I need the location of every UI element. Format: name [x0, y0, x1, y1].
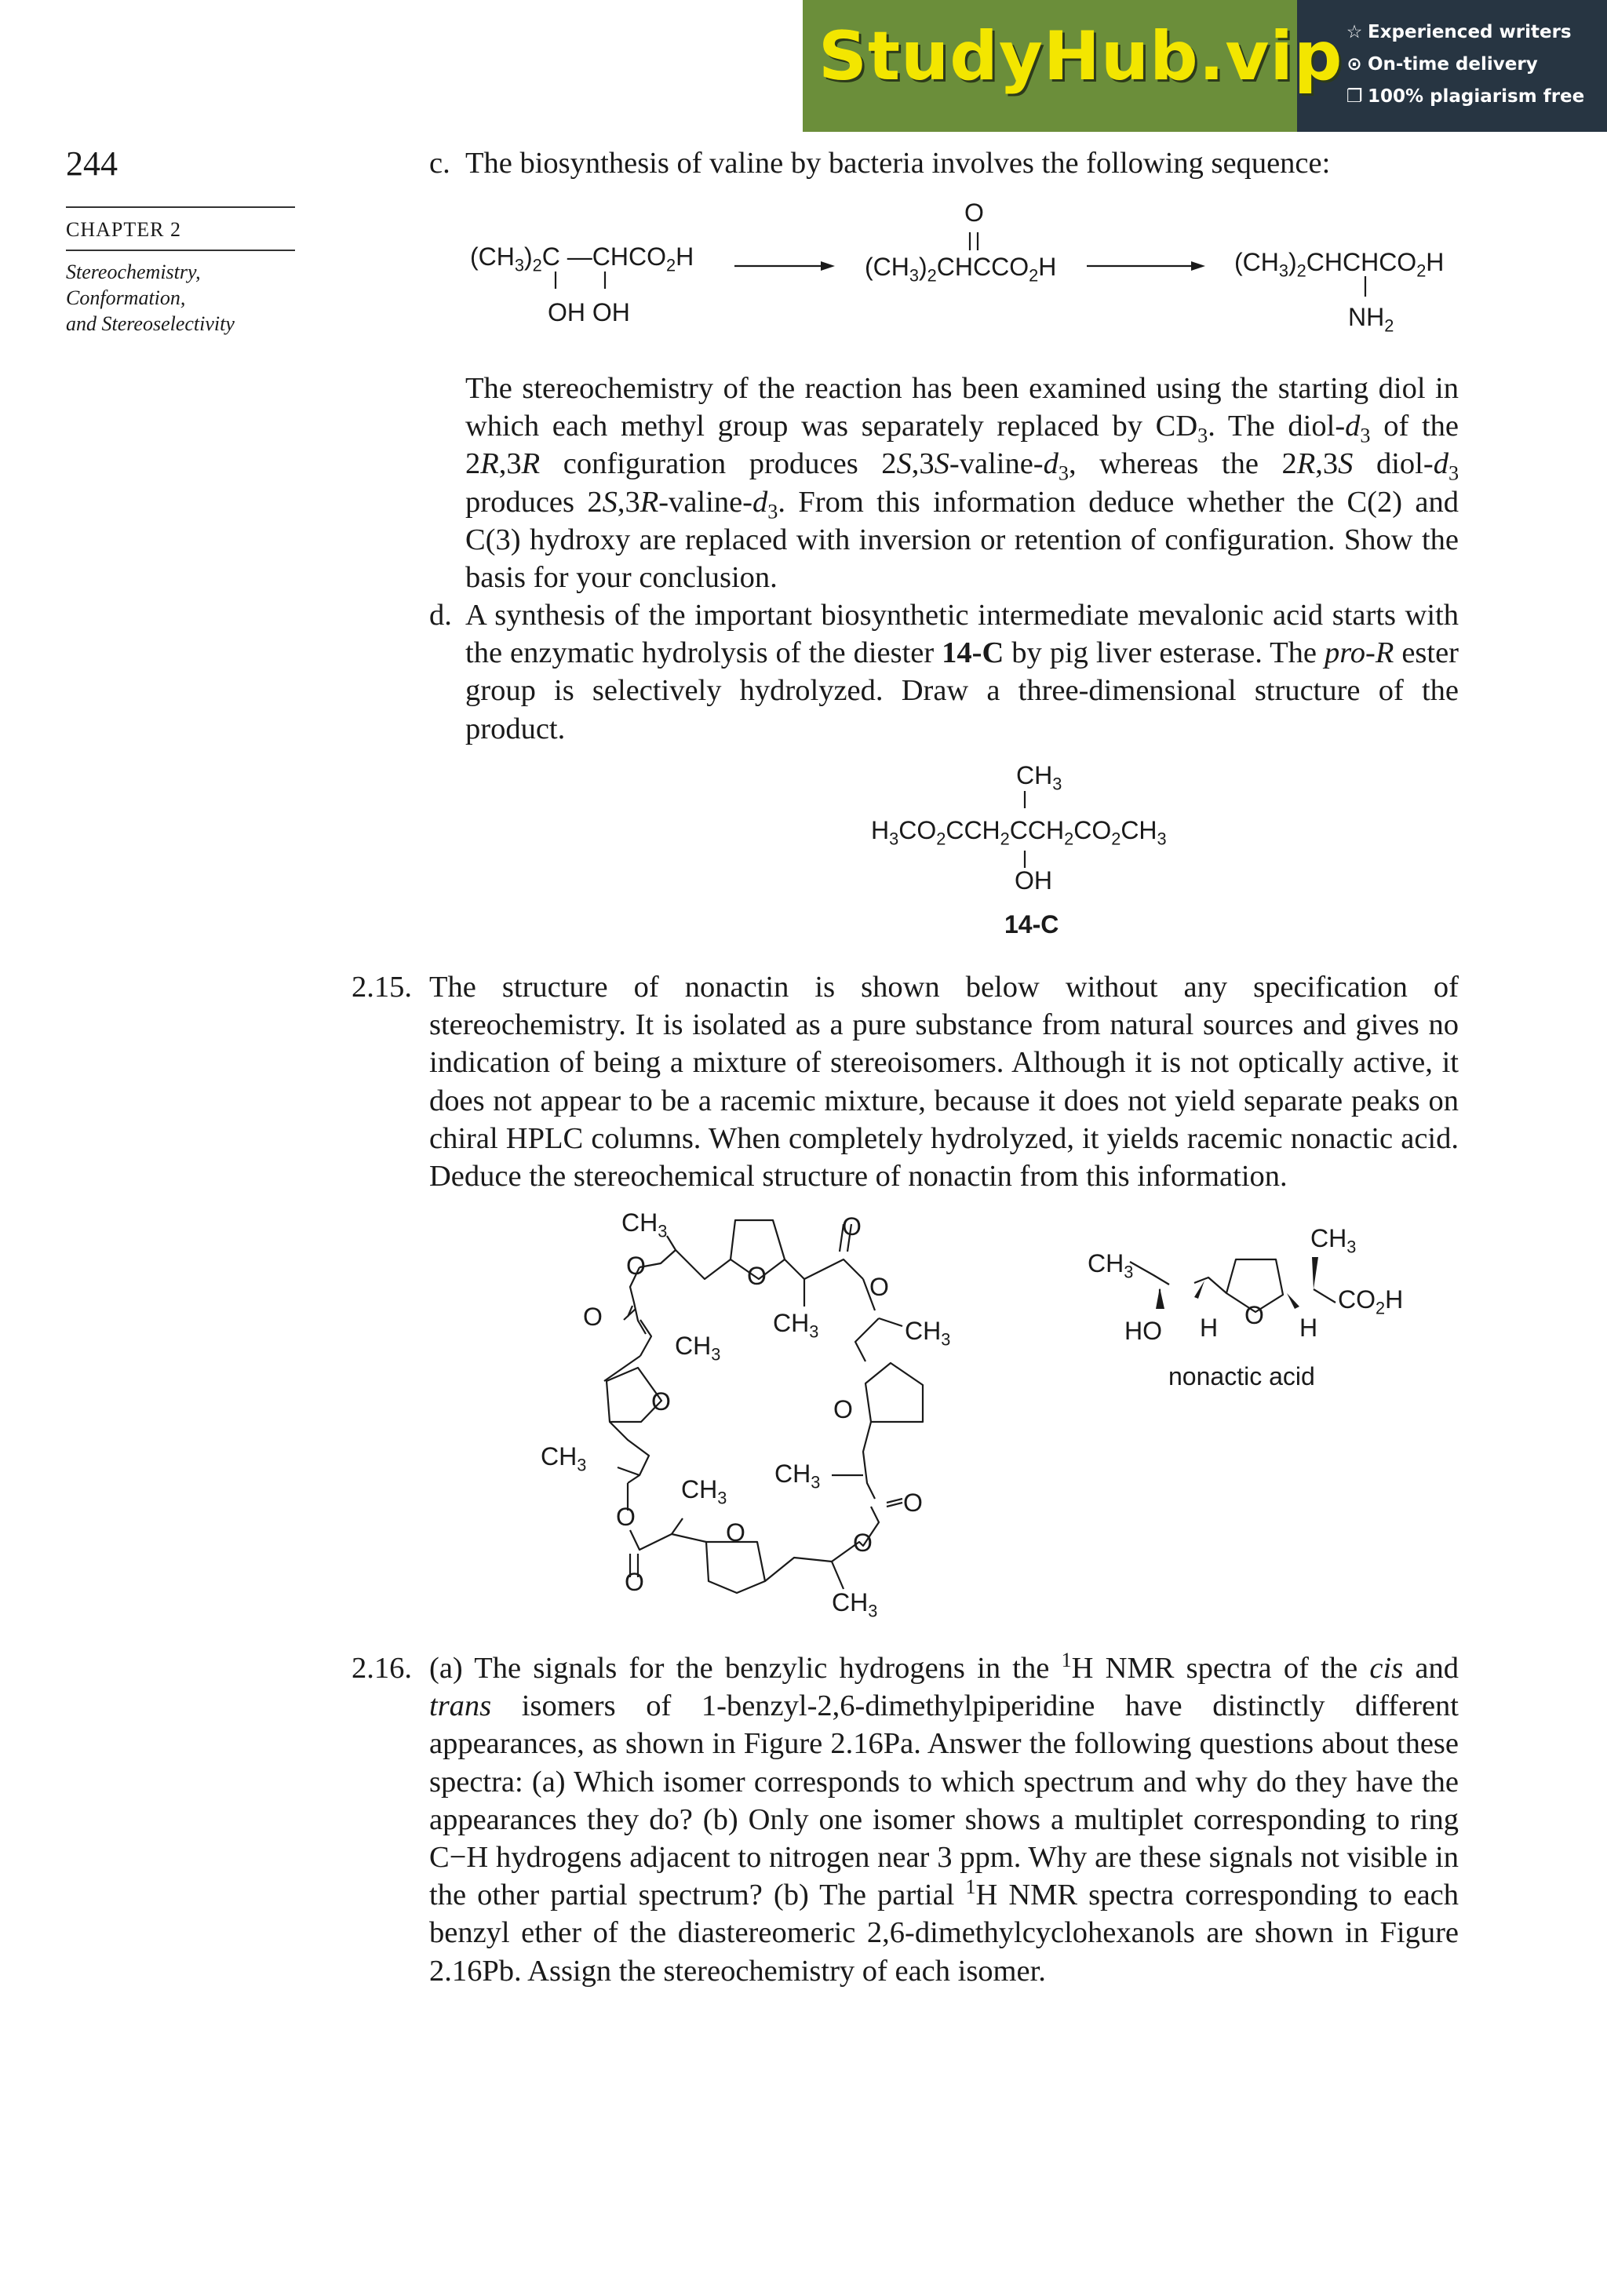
problem-c-label: c.: [429, 147, 450, 180]
problem-2-15-number: 2.15.: [352, 971, 412, 1004]
copy-icon: ❐: [1346, 86, 1363, 107]
chapter-label: CHAPTER 2: [66, 218, 181, 241]
clock-icon: ⊙: [1346, 54, 1362, 75]
chapter-subject: Stereochemistry, Conformation, and Stereoselectivity: [66, 261, 235, 335]
problem-d-text: A synthesis of the important biosynthetic intermediate mevalonic acid starts with the enzymatic hydrolysis of the diester 14-C by pig liver esterase. The pro-R ester group is selectively hydrolyzed. Draw a three-dimensional structure of the product.: [465, 599, 1459, 745]
feature-plagiarism-free: ❐ 100% plagiarism free: [1344, 86, 1584, 107]
problem-c-discussion: The stereochemistry of the reaction has been examined using the starting diol in which each methyl group was separately replaced by $CD_3$. The diol-$d_3$ of the 2R,3R configuration produces $2S,3S-valine-d_3$, whereas the 2R,3S diol-$d_3$ produces $2S,3R-valine-d_3$. From this information deduce whether the C(2) and C(3) hydroxy are replaced with inversion or retention of configuration. Show the basis for your conclusion.: [465, 372, 1459, 595]
feature-on-time-delivery: ⊙ On-time delivery: [1344, 54, 1538, 75]
problem-2-15-text: The structure of nonactin is shown below without any specification of stereochemistry. It is isolated as a pure substance from natural sources and gives no indication of being a mixture of stereoisomers. Although it is not optically active, it does not appear to be a racemic mixture, because it does not yield separate peaks on chiral HPLC columns. When completely hydrolyzed, it yields racemic nonactic acid. Deduce the stereochemical structure of nonactin from this information.: [429, 971, 1459, 1194]
problem-2-16-number: 2.16.: [352, 1652, 412, 1685]
problem-c-intro: The biosynthesis of valine by bacteria involves the following sequence:: [465, 147, 1331, 180]
problem-d-label: d.: [429, 599, 452, 632]
feature-experienced-writers: ☆ Experienced writers: [1344, 22, 1572, 42]
nonactic-acid-label: nonactic acid: [1168, 1362, 1315, 1390]
page-number: 244: [66, 144, 118, 183]
compound-label-14c: 14-C: [1004, 910, 1059, 938]
brand-logo[interactable]: StudyHub.vip: [818, 17, 1343, 96]
star-icon: ☆: [1346, 22, 1363, 42]
problem-2-16-text: (a) The signals for the benzylic hydrogens in the $^1$H NMR spectra of the cis and trans isomers of 1-benzyl-2,6-dimethylpiperidine have distinctly different appearances, as shown in Figure 2.16Pa. Answer the following questions about these spectra: (a) Which isomer corresponds to which spectrum and why do they have the appearances they do? (b) Only one isomer shows a multiplet corresponding to ring C−H hydrogens adjacent to nitrogen near 3 ppm. Why are these signals not visible in the other partial spectrum? (b) The partial $^1$H NMR spectra corresponding to each benzyl ether of the diastereomeric 2,6-dimethylcyclohexanols are shown in Figure 2.16Pb. Assign the stereochemistry of each isomer.: [429, 1649, 1459, 1988]
